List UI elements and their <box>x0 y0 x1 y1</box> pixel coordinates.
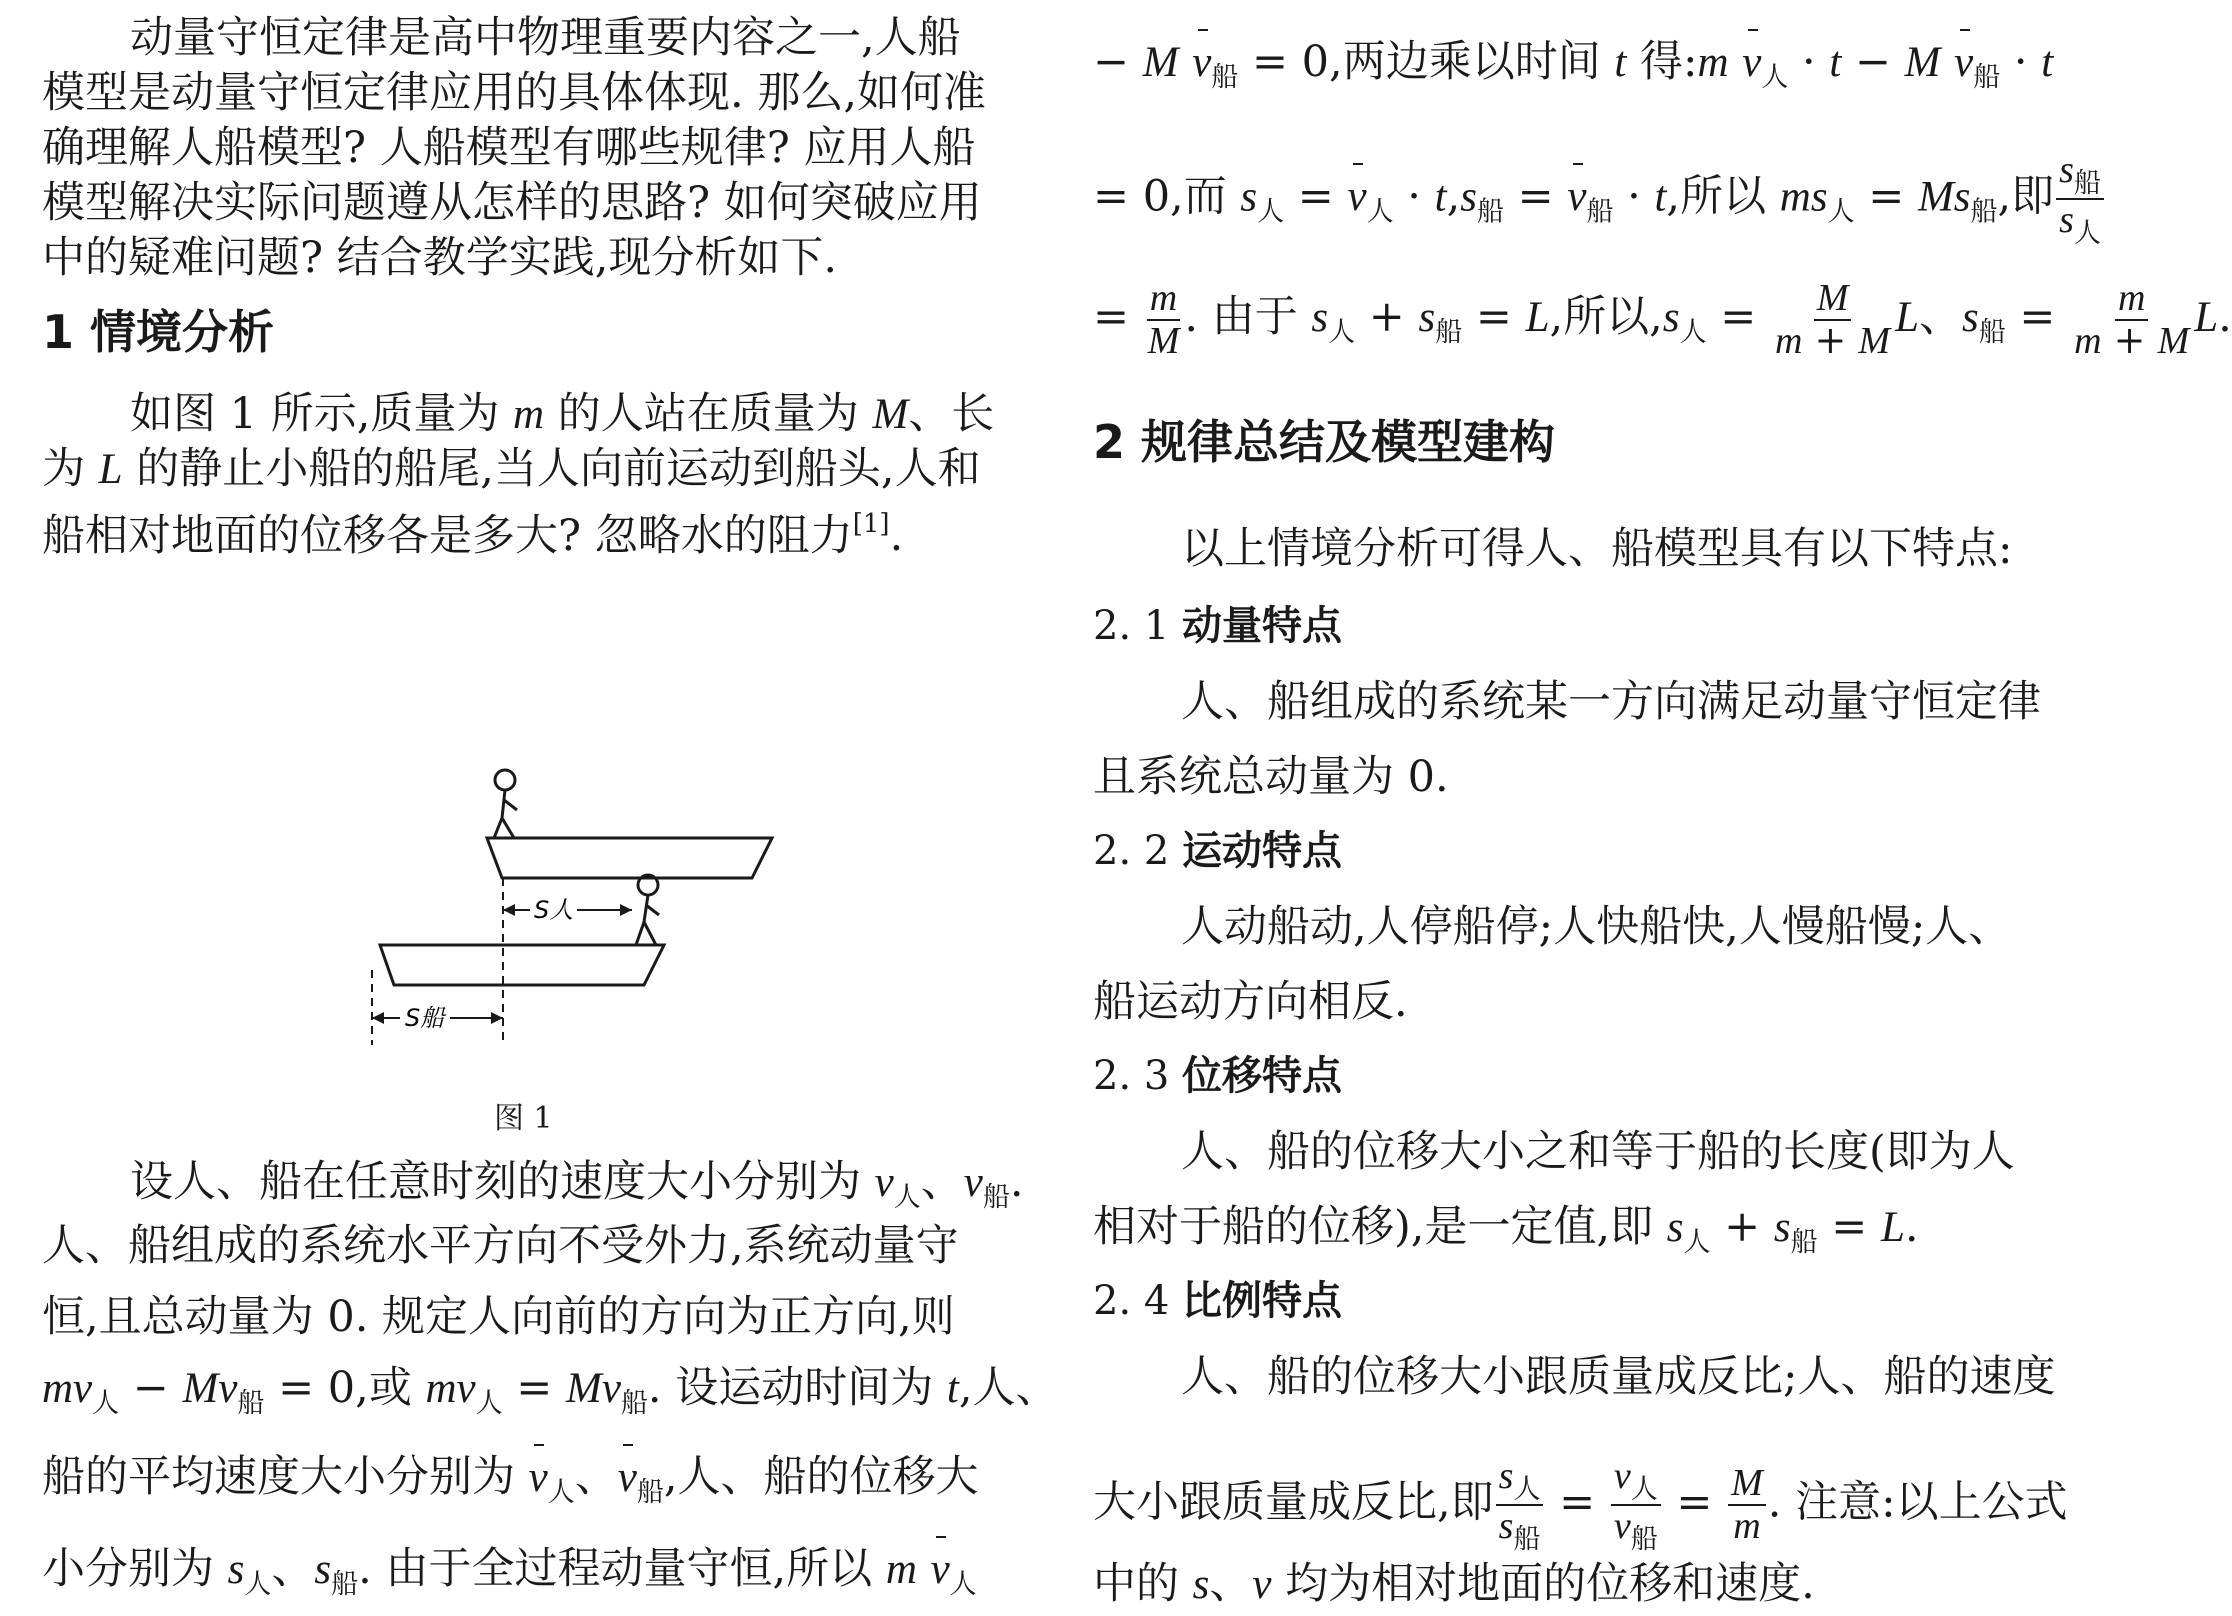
subsection-2-2-line-1: 人动船动,人停船停;人快船快,人慢船慢;人、 <box>1181 902 2012 952</box>
subsection-2-3-line-2: 相对于船的位移),是一定值,即 $s_人 + s_船 = L$. <box>1093 1202 1919 1258</box>
derivation-line-1: − M $v_船 = 0$,两边乘以时间 t 得:m $v_人 \cdot t - M$ $v_船 \cdot t$ <box>1093 37 2054 93</box>
intro-line-2: 模型是动量守恒定律应用的具体体现. 那么,如何准 <box>42 68 987 118</box>
derivation-line-2: = 0,而 $s_人 = v_人 \cdot t,s_船 = v_船 \cdot t$,所以 $ms_人 = Ms_船$,即 $\frac{s_船}{s_人}$ <box>1093 150 2106 249</box>
section-2-intro: 以上情境分析可得人、船模型具有以下特点: <box>1181 524 2013 574</box>
analysis-line-1: 设人、船在任意时刻的速度大小分别为 $v_人$、$v_船$. <box>130 1157 1024 1213</box>
boat-initial <box>487 838 772 878</box>
subsection-2-1-line-1: 人、船组成的系统某一方向满足动量守恒定律 <box>1181 677 2041 727</box>
analysis-line-3: 恒,且总动量为 0. 规定人向前的方向为正方向,则 <box>42 1292 955 1342</box>
subsection-2-4-line-1: 人、船的位移大小跟质量成反比;人、船的速度 <box>1181 1352 2056 1402</box>
figure-1-diagram <box>322 760 802 1070</box>
problem-line-1: 如图 1 所示,质量为 m 的人站在质量为 M、长 <box>130 389 995 439</box>
figure-1-caption: 图 1 <box>494 1101 553 1136</box>
section-1-title: 1 情境分析 <box>42 305 275 359</box>
subsection-2-4-line-2: 大小跟质量成反比,即 $\frac{s_人}{s_船}$ = $\frac{v_人}{v_船}$ = $\frac{M}{m}$ . 注意:以上公式 <box>1093 1455 2068 1556</box>
problem-line-3: 船相对地面的位移各是多大? 忽略水的阻力[1]. <box>42 509 904 561</box>
intro-line-5: 中的疑难问题? 结合教学实践,现分析如下. <box>42 233 838 283</box>
analysis-line-6: 小分别为 $s_人$、$s_船$. 由于全过程动量守恒,所以 m $v_人$ <box>42 1544 977 1600</box>
subsection-2-2-title: 2. 2 运动特点 <box>1093 828 1343 874</box>
intro-line-1: 动量守恒定律是高中物理重要内容之一,人船 <box>130 13 961 63</box>
label-person-displacement: S人 <box>534 896 574 924</box>
subsection-2-1-title: 2. 1 动量特点 <box>1093 603 1343 649</box>
section-2-title: 2 规律总结及模型建构 <box>1093 415 1556 469</box>
subsection-2-3-title: 2. 3 位移特点 <box>1093 1053 1343 1099</box>
analysis-line-4: $mv_人 - Mv_船 = 0$,或 $mv_人 = Mv_船$. 设运动时间为 t,人、 <box>42 1363 1059 1419</box>
subsection-2-3-line-1: 人、船的位移大小之和等于船的长度(即为人 <box>1181 1127 2015 1177</box>
person-initial <box>495 770 515 790</box>
label-boat-displacement: S船 <box>405 1004 445 1032</box>
problem-line-2: 为 L 的静止小船的船尾,当人向前运动到船头,人和 <box>42 444 981 494</box>
intro-line-4: 模型解决实际问题遵从怎样的思路? 如何突破应用 <box>42 178 982 228</box>
analysis-line-5: 船的平均速度大小分别为 $v_人$、$v_船$,人、船的位移大 <box>42 1452 979 1508</box>
subsection-2-4-line-3: 中的 s、v 均为相对地面的位移和速度. <box>1093 1559 1815 1609</box>
analysis-line-2: 人、船组成的系统水平方向不受外力,系统动量守 <box>42 1221 959 1271</box>
derivation-line-3: = $\frac{m}{M}$ . 由于 $s_人 + s_船 = L$,所以$,s_人$ = $\frac{M}{m + M}$ L、$s_船$ = $\frac{m}{m + M}$ L. <box>1093 277 2232 362</box>
subsection-2-1-line-2: 且系统总动量为 0. <box>1093 752 1449 802</box>
subsection-2-2-line-2: 船运动方向相反. <box>1093 977 1408 1027</box>
boat-final <box>380 945 664 985</box>
subsection-2-4-title: 2. 4 比例特点 <box>1093 1278 1343 1324</box>
intro-line-3: 确理解人船模型? 人船模型有哪些规律? 应用人船 <box>42 123 976 173</box>
